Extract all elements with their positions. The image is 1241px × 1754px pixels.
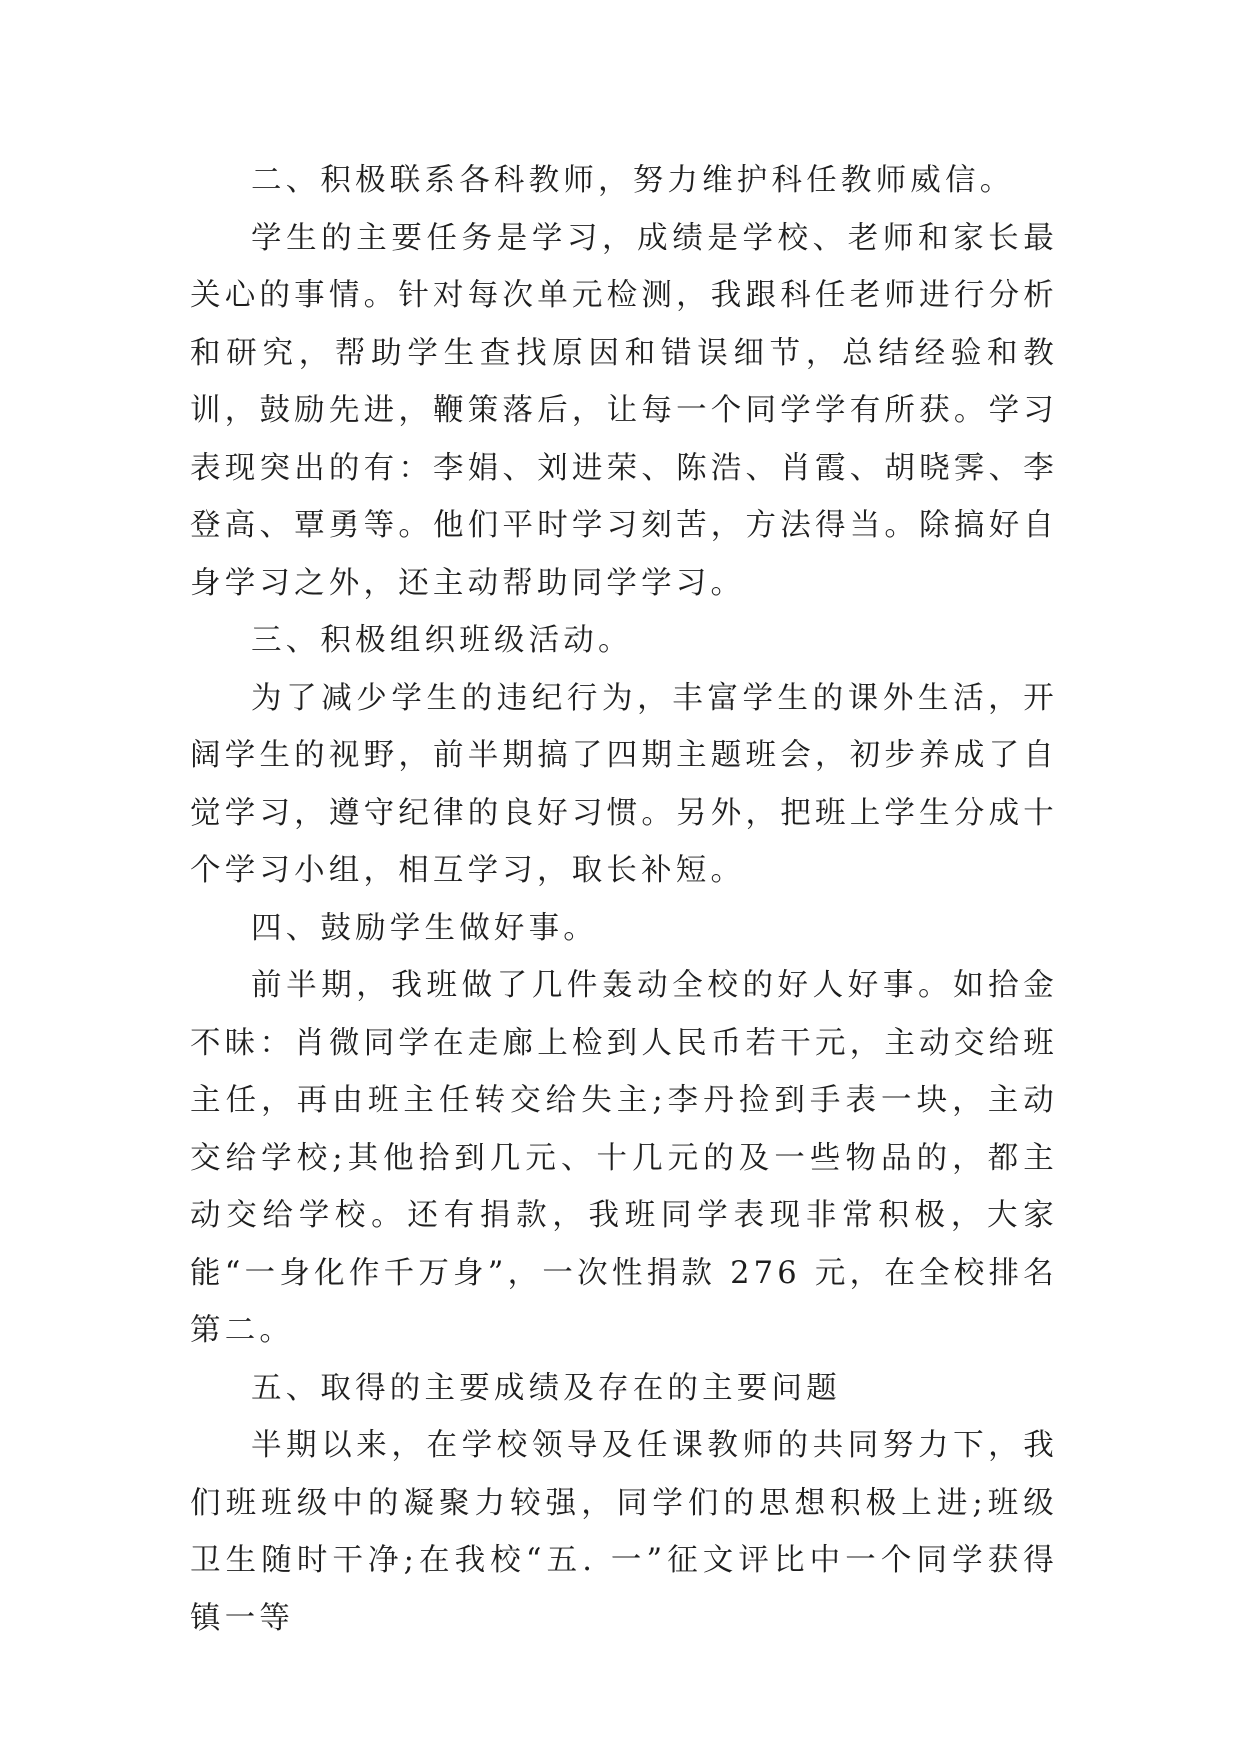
heading-section-3: 三、积极组织班级活动。 xyxy=(251,623,633,658)
paragraph-achievements: 半期以来，在学校领导及任课教师的共同努力下，我们班班级中的凝聚力较强，同学们的思想积极上进;班级卫生随时干净;在我校“五. 一”征文评比中一个同学获得镇一等 xyxy=(190,1428,1058,1636)
heading-section-4: 四、鼓励学生做好事。 xyxy=(251,910,598,946)
document-body xyxy=(190,152,1058,1647)
paragraph-study-performance: 学生的主要任务是学习，成绩是学校、老师和家长最关心的事情。针对每次单元检测，我跟科任老师进行分析和研究，帮助学生查找原因和错误细节，总结经验和教训，鼓励先进，鞭策落后，让每一个同学学有所获。学习表现突出的有：李娟、刘进荣、陈浩、肖霞、胡晓霁、李登高、覃勇等。他们平时学习刻苦，方法得当。除搞好自身学习之外，还主动帮助同学学习。 xyxy=(190,220,1058,601)
paragraph-good-deeds: 前半期，我班做了几件轰动全校的好人好事。如拾金不昧：肖微同学在走廊上检到人民币若干元，主动交给班主任，再由班主任转交给失主;李丹捡到手表一块，主动交给学校;其他拾到几元、十几元的及一些物品的，都主动交给学校。还有捐款，我班同学表现非常积极，大家能“一身化作千万身”，一次性捐款 276 元，在全校排名第二。 xyxy=(190,968,1058,1348)
heading-section-2: 二、积极联系各科教师，努力维护科任教师威信。 xyxy=(251,163,1015,198)
paragraph-class-activities: 为了减少学生的违纪行为，丰富学生的课外生活，开阔学生的视野，前半期搞了四期主题班会，初步养成了自觉学习，遵守纪律的良好习惯。另外，把班上学生分成十个学习小组，相互学习，取长补短。 xyxy=(190,680,1058,888)
heading-section-5: 五、取得的主要成绩及存在的主要问题 xyxy=(251,1370,841,1406)
